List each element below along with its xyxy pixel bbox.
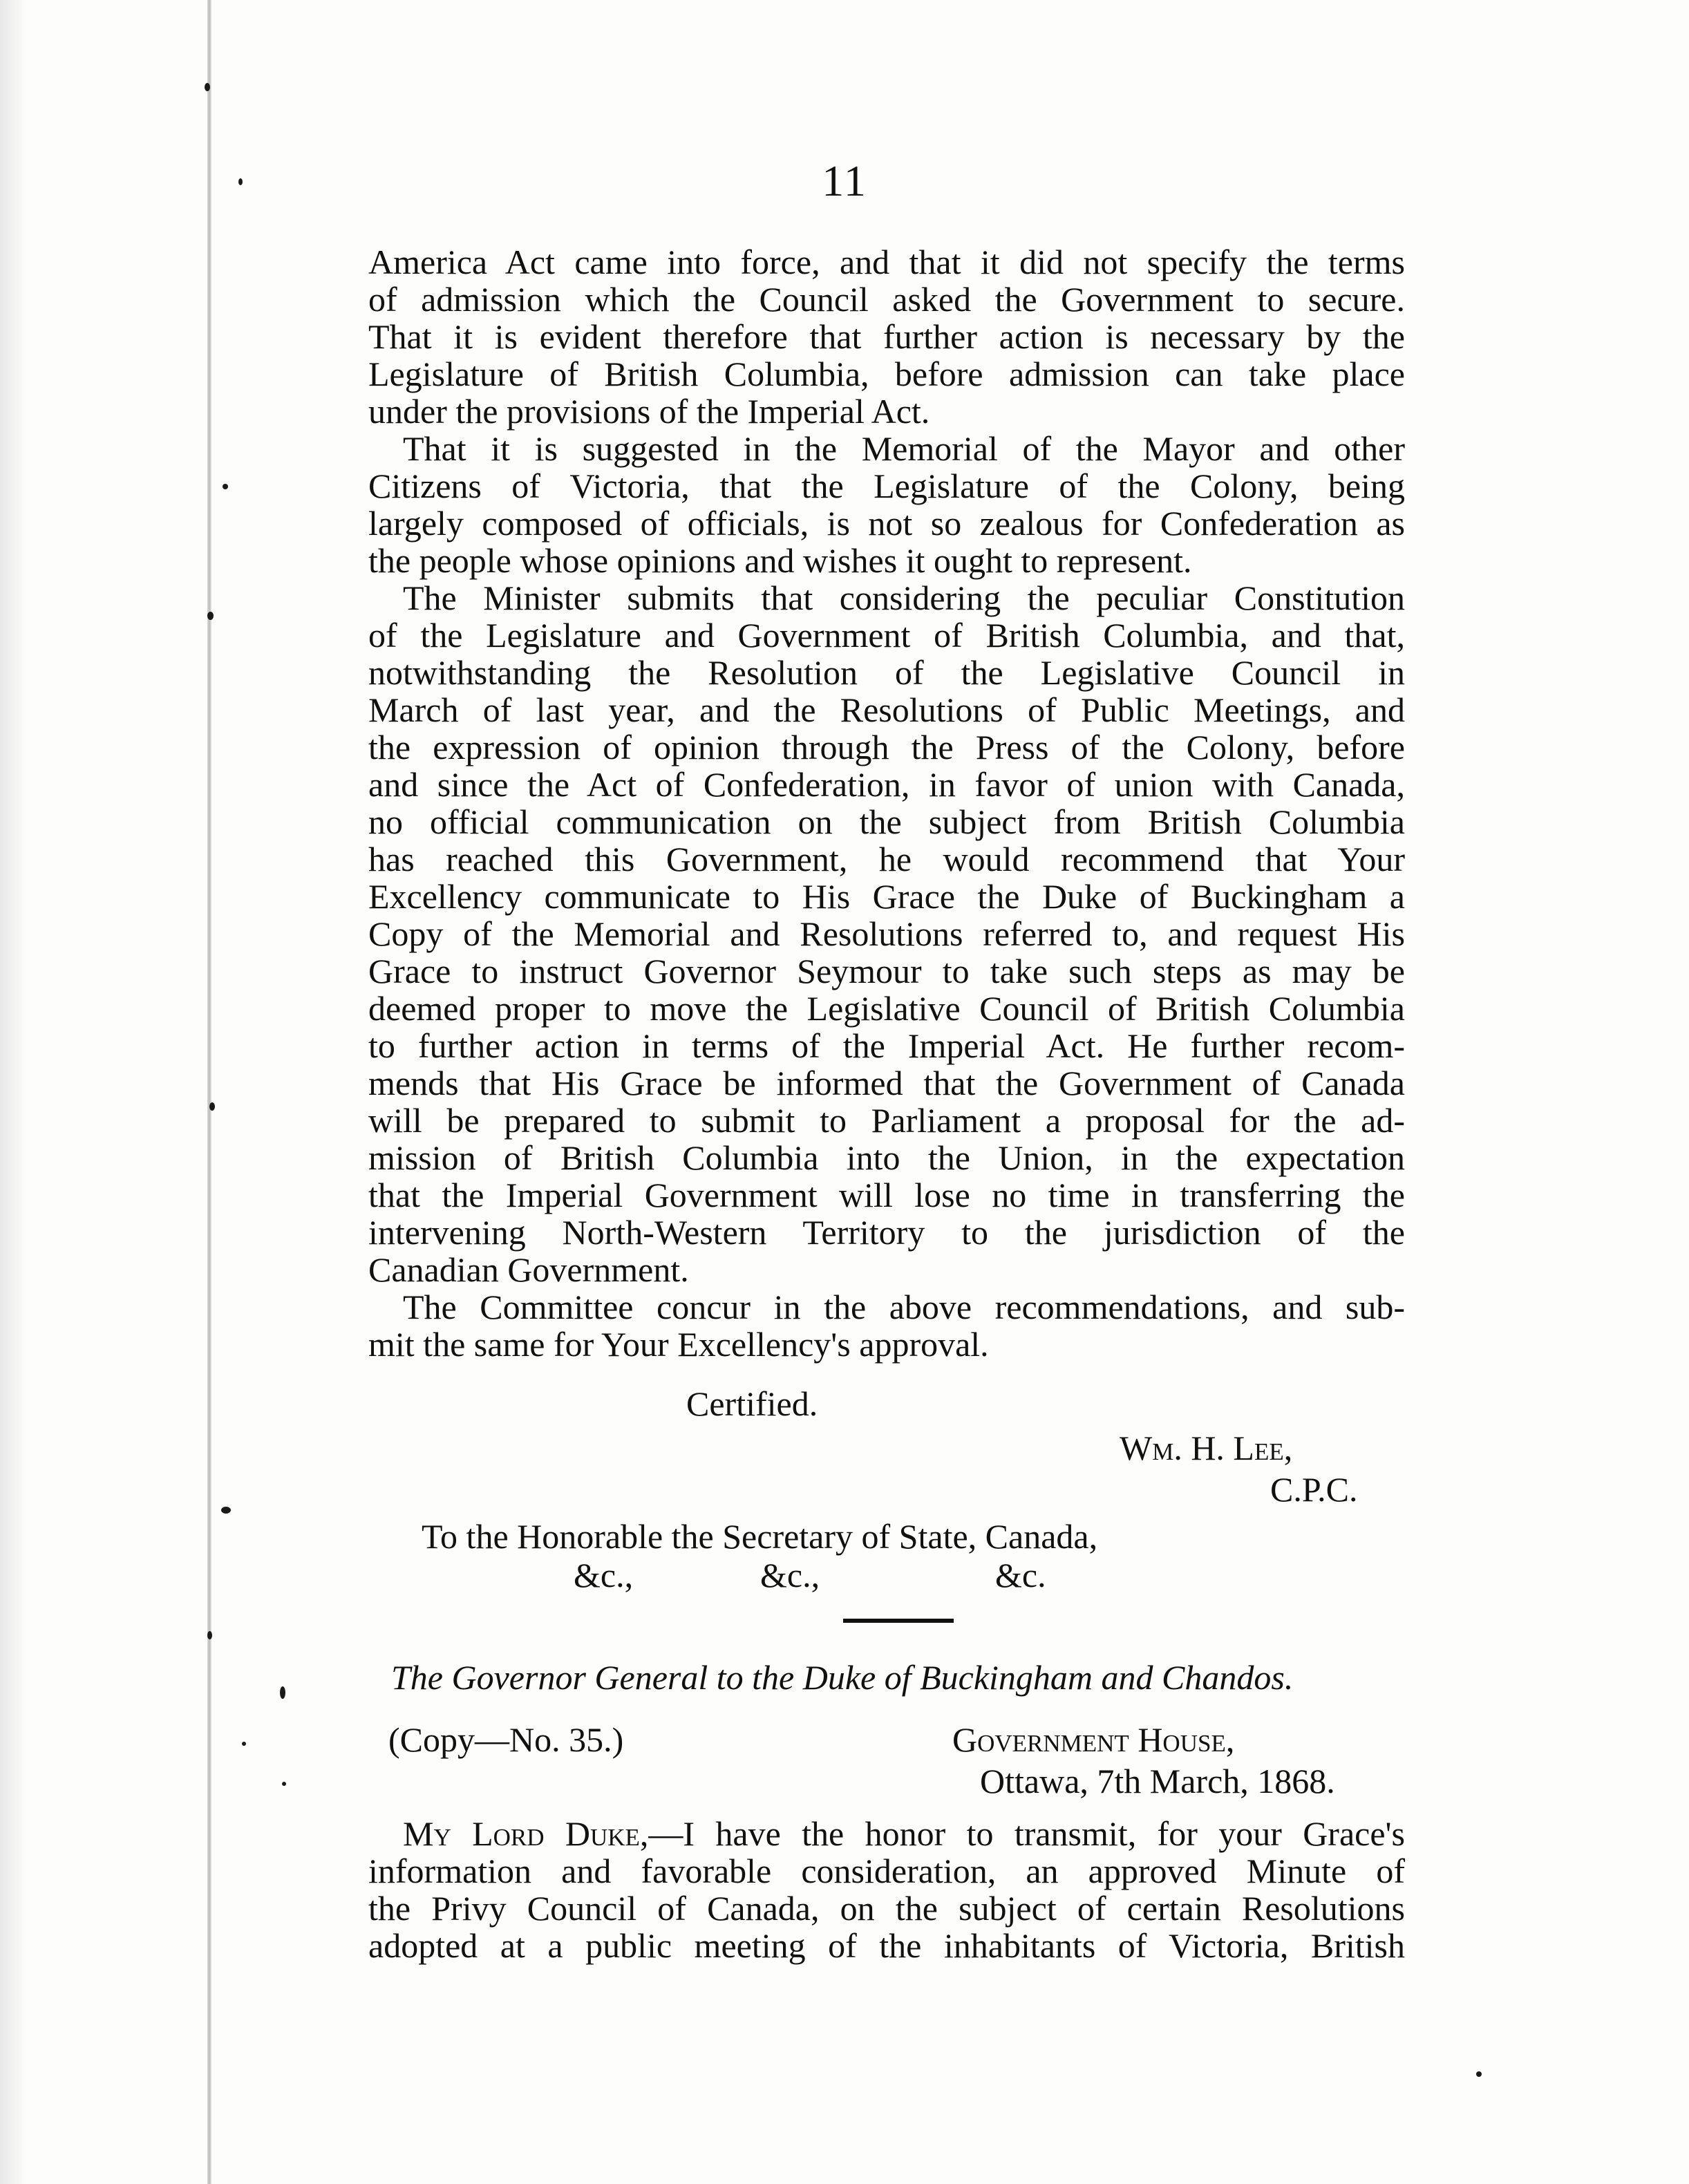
scan-speck — [1476, 2071, 1482, 2077]
page-number: 11 — [822, 156, 867, 205]
body-line: mends that His Grace be informed that the Government of Canada — [368, 1064, 1405, 1102]
body-line: Grace to instruct Governor Seymour to take such steps as may be — [368, 952, 1405, 990]
body-line: mission of British Columbia into the Union, in the expectation — [368, 1138, 1405, 1177]
scan-speck — [280, 1686, 285, 1699]
body-line: mit the same for Your Excellency's approval. — [368, 1325, 989, 1364]
body-line: of the Legislature and Government of British Columbia, and that, — [368, 616, 1405, 655]
letter-first-line — [403, 1815, 1405, 1852]
body-line: That it is evident therefore that further action is necessary by the — [368, 317, 1405, 356]
copy-reference: (Copy—No. 35.) — [388, 1720, 624, 1759]
body-line: to further action in terms of the Imperial Act. He further recom- — [368, 1026, 1405, 1065]
body-line: will be prepared to submit to Parliament a proposal for the ad- — [368, 1101, 1405, 1140]
scan-speck — [221, 1507, 231, 1514]
address-etc: &c., — [574, 1556, 634, 1594]
address-etc: &c. — [995, 1556, 1046, 1594]
scan-speck — [223, 484, 228, 489]
address-etc: &c., — [760, 1556, 820, 1594]
section-divider — [843, 1619, 954, 1623]
body-line: America Act came into force, and that it did not specify the terms — [368, 243, 1405, 281]
binding-edge — [207, 0, 211, 2184]
body-line: has reached this Government, he would recommend that Your — [368, 840, 1405, 878]
body-line: That it is suggested in the Memorial of the Mayor and other — [403, 429, 1405, 468]
scan-speck — [242, 1742, 246, 1746]
body-line: and since the Act of Confederation, in favor of union with Canada, — [368, 765, 1405, 804]
body-line: Citizens of Victoria, that the Legislature of the Colony, being — [368, 467, 1405, 505]
scan-speck — [207, 612, 214, 620]
body-line: notwithstanding the Resolution of the Legislative Council in — [368, 653, 1405, 692]
body-line: March of last year, and the Resolutions of Public Meetings, and — [368, 690, 1405, 729]
letter-date: Ottawa, 7th March, 1868. — [980, 1762, 1335, 1800]
salutation: My Lord Duke, — [403, 1814, 649, 1853]
scan-speck — [209, 1102, 215, 1111]
body-line: The Committee concur in the above recommendations, and sub- — [403, 1288, 1405, 1326]
letter-text: —I have the honor to transmit, for your Grace's — [648, 1814, 1405, 1853]
signatory-title: C.P.C. — [1270, 1470, 1358, 1509]
scan-speck — [205, 83, 210, 91]
certified-label: Certified. — [686, 1384, 818, 1423]
body-line: largely composed of officials, is not so zealous for Confederation as — [368, 504, 1405, 543]
scan-speck — [282, 1782, 286, 1786]
signatory-name: Wm. H. Lee, — [1120, 1429, 1293, 1467]
address-line: To the Honorable the Secretary of State, Canada, — [422, 1517, 1098, 1556]
body-line: Copy of the Memorial and Resolutions referred to, and request His — [368, 914, 1405, 953]
body-line: the expression of opinion through the Press of the Colony, before — [368, 728, 1405, 766]
binding-shadow — [0, 0, 28, 2184]
body-line: under the provisions of the Imperial Act. — [368, 392, 930, 431]
body-line: no official communication on the subject from British Columbia — [368, 802, 1405, 841]
body-line: Canadian Government. — [368, 1250, 689, 1289]
body-line: the people whose opinions and wishes it ought to represent. — [368, 541, 1192, 580]
body-line: of admission which the Council asked the Government to secure. — [368, 280, 1405, 319]
letter-line: adopted at a public meeting of the inhabitants of Victoria, British — [368, 1926, 1405, 1965]
body-line: intervening North-Western Territory to the jurisdiction of the — [368, 1213, 1405, 1252]
letter-line: information and favorable consideration, an approved Minute of — [368, 1852, 1405, 1890]
body-line: The Minister submits that considering the peculiar Constitution — [403, 578, 1405, 617]
letter-line: the Privy Council of Canada, on the subject of certain Resolutions — [368, 1889, 1405, 1928]
letter-place: Government House, — [952, 1720, 1235, 1759]
body-line: that the Imperial Government will lose no time in transferring the — [368, 1176, 1405, 1214]
letter-heading: The Governor General to the Duke of Buckingham and Chandos. — [391, 1658, 1294, 1697]
scan-speck — [207, 1631, 212, 1639]
body-line: deemed proper to move the Legislative Council of British Columbia — [368, 989, 1405, 1028]
body-line: Legislature of British Columbia, before admission can take place — [368, 355, 1405, 393]
body-line: Excellency communicate to His Grace the Duke of Buckingham a — [368, 877, 1405, 916]
